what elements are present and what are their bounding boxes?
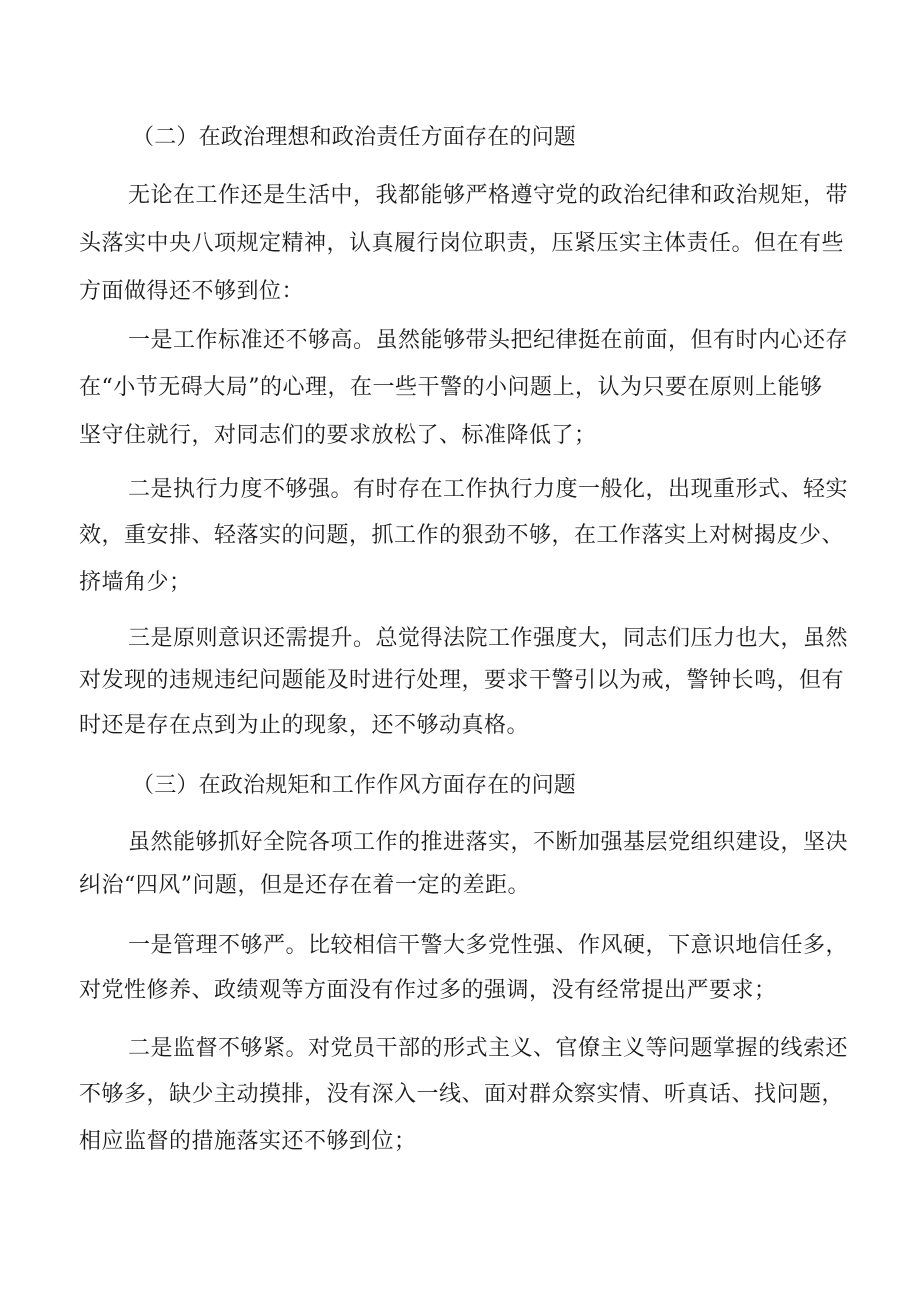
- paragraph-line: 一是管理不够严。比较相信干警大多党性强、作风硬，下意识地信任多，: [128, 933, 849, 958]
- paragraph-line: 无论在工作还是生活中，我都能够严格遵守党的政治纪律和政治规矩，带: [128, 183, 849, 208]
- paragraph-line: 相应监督的措施落实还不够到位；: [79, 1129, 417, 1154]
- paragraph-line: 虽然能够抓好全院各项工作的推进落实，不断加强基层党组织建设，坚决: [128, 830, 849, 855]
- heading-text: （二）在政治理想和政治责任方面存在的问题: [132, 125, 577, 150]
- paragraph-line: 方面做得还不够到位：: [79, 279, 305, 304]
- paragraph-line: 一是工作标准还不够高。虽然能够带头把纪律挺在前面，但有时内心还存: [128, 328, 849, 353]
- paragraph-line: 坚守住就行，对同志们的要求放松了、标准降低了；: [79, 423, 597, 448]
- paragraph-line: 纠治“四风”问题，但是还存在着一定的差距。: [79, 873, 530, 898]
- paragraph-line: 挤墙角少；: [79, 570, 192, 595]
- paragraph-line: 三是原则意识还需提升。总觉得法院工作强度大，同志们压力也大，虽然: [128, 626, 849, 651]
- paragraph-line: 头落实中央八项规定精神，认真履行岗位职责，压紧压实主体责任。但在有些: [79, 231, 845, 256]
- paragraph-line: 对发现的违规违纪问题能及时进行处理，要求干警引以为戒，警钟长鸣，但有: [79, 668, 845, 693]
- paragraph-line: 不够多，缺少主动摸排，没有深入一线、面对群众察实情、听真话、找问题，: [79, 1082, 845, 1107]
- paragraph-line: 对党性修养、政绩观等方面没有作过多的强调，没有经常提出严要求；: [79, 978, 777, 1003]
- paragraph-line: 时还是存在点到为止的现象，还不够动真格。: [79, 713, 530, 738]
- paragraph-line: 在“小节无碍大局”的心理，在一些干警的小问题上，认为只要在原则上能够: [79, 375, 823, 400]
- paragraph-line: 效，重安排、轻落实的问题，抓工作的狠劲不够，在工作落实上对树揭皮少、: [79, 523, 845, 548]
- heading-text: （三）在政治规矩和工作作风方面存在的问题: [132, 773, 577, 798]
- paragraph-line: 二是监督不够紧。对党员干部的形式主义、官僚主义等问题掌握的线索还: [128, 1036, 849, 1061]
- paragraph-line: 二是执行力度不够强。有时存在工作执行力度一般化，出现重形式、轻实: [128, 477, 849, 502]
